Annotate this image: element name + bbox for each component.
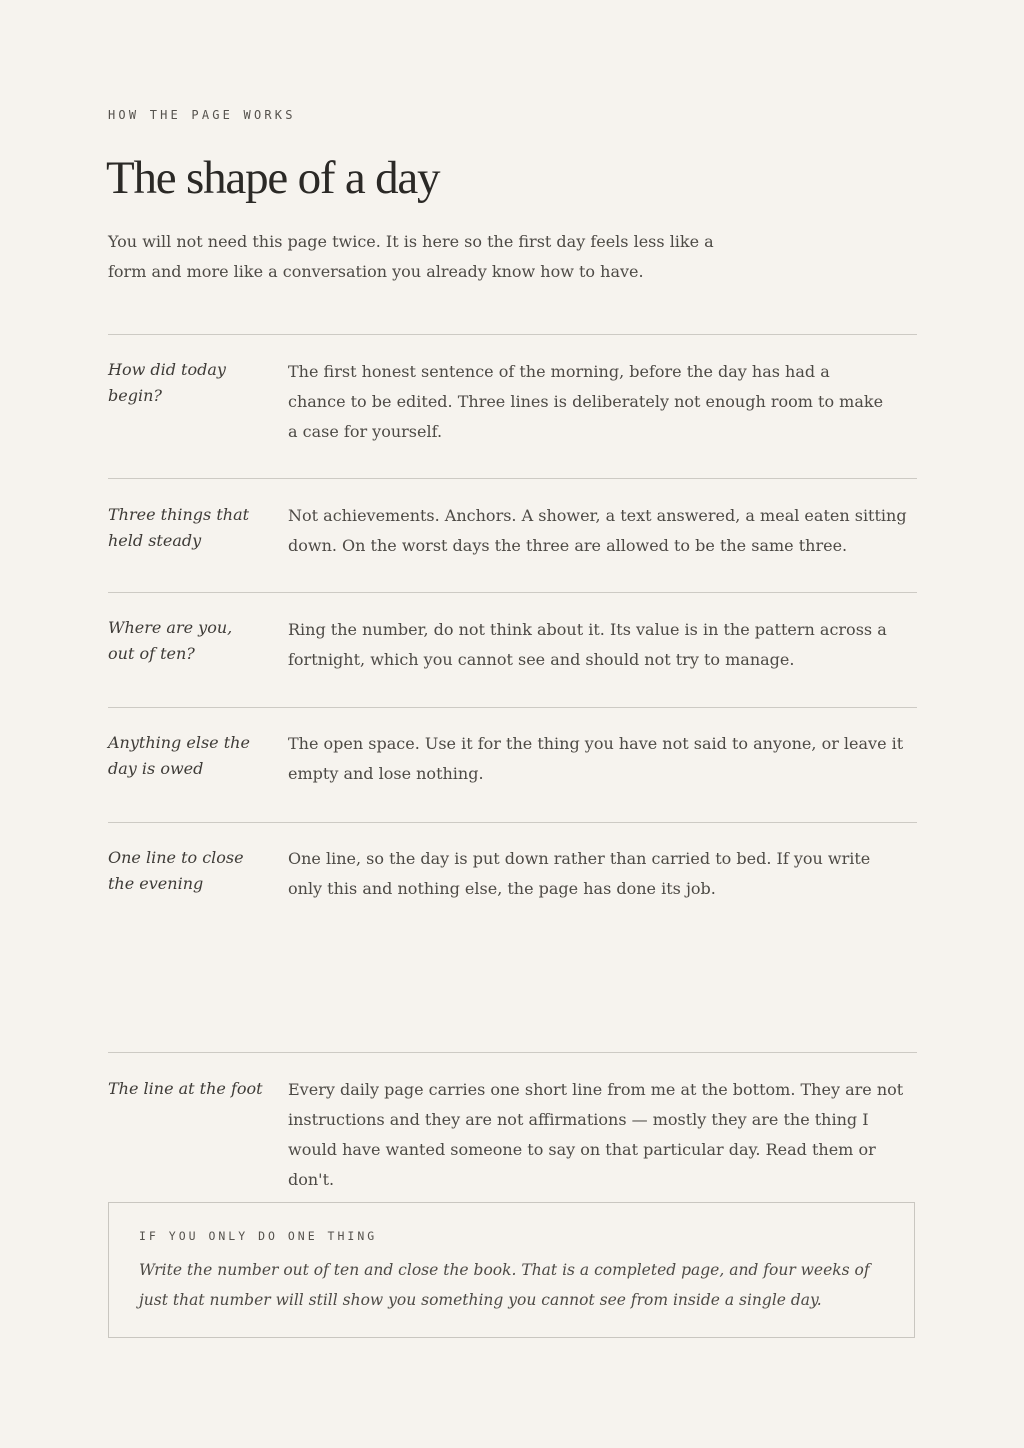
section-label: One line to close the evening (108, 848, 244, 893)
section-divider (108, 822, 917, 823)
eyebrow-label: HOW THE PAGE WORKS (108, 108, 296, 122)
section-label: How did today begin? (108, 360, 226, 405)
section-divider (108, 592, 917, 593)
section-label: Where are you, out of ten? (108, 618, 233, 663)
note-text: Write the number out of ten and close the book. That is a completed page, and four weeks of just that number will still show you something you cannot see from inside a single day. (139, 1261, 870, 1309)
section-text: The first honest sentence of the morning, before the day has had a chance to be edited. Three lines is deliberately not enough room to make a case for yourself. (288, 362, 884, 441)
section-divider (108, 334, 917, 335)
section-text: The open space. Use it for the thing you have not said to anyone, or leave it empty and lose nothing. (288, 734, 904, 783)
section-label: Three things that held steady (108, 505, 250, 550)
section-text: One line, so the day is put down rather than carried to bed. If you write only this and nothing else, the page has done its job. (288, 849, 871, 898)
section-text: Every daily page carries one short line from me at the bottom. They are not instructions and they are not affirmations — mostly they are the thing I would have wanted someone to say on that particular day. Read them or don't. (288, 1080, 904, 1189)
note-label: IF YOU ONLY DO ONE THING (139, 1229, 378, 1243)
page-title: The shape of a day (106, 152, 440, 204)
section-label: Anything else the day is owed (108, 733, 250, 778)
section-divider (108, 478, 917, 479)
section-divider (108, 707, 917, 708)
intro-paragraph: You will not need this page twice. It is here so the first day feels less like a form and more like a conversation you already know how to have. (108, 232, 714, 281)
section-label: The line at the foot (108, 1079, 263, 1098)
section-text: Not achievements. Anchors. A shower, a text answered, a meal eaten sitting down. On the worst days the three are allowed to be the same three. (288, 506, 907, 555)
one-thing-note (108, 1202, 915, 1338)
section-text: Ring the number, do not think about it. Its value is in the pattern across a fortnight, which you cannot see and should not try to manage. (288, 620, 887, 669)
section-divider (108, 1052, 917, 1053)
